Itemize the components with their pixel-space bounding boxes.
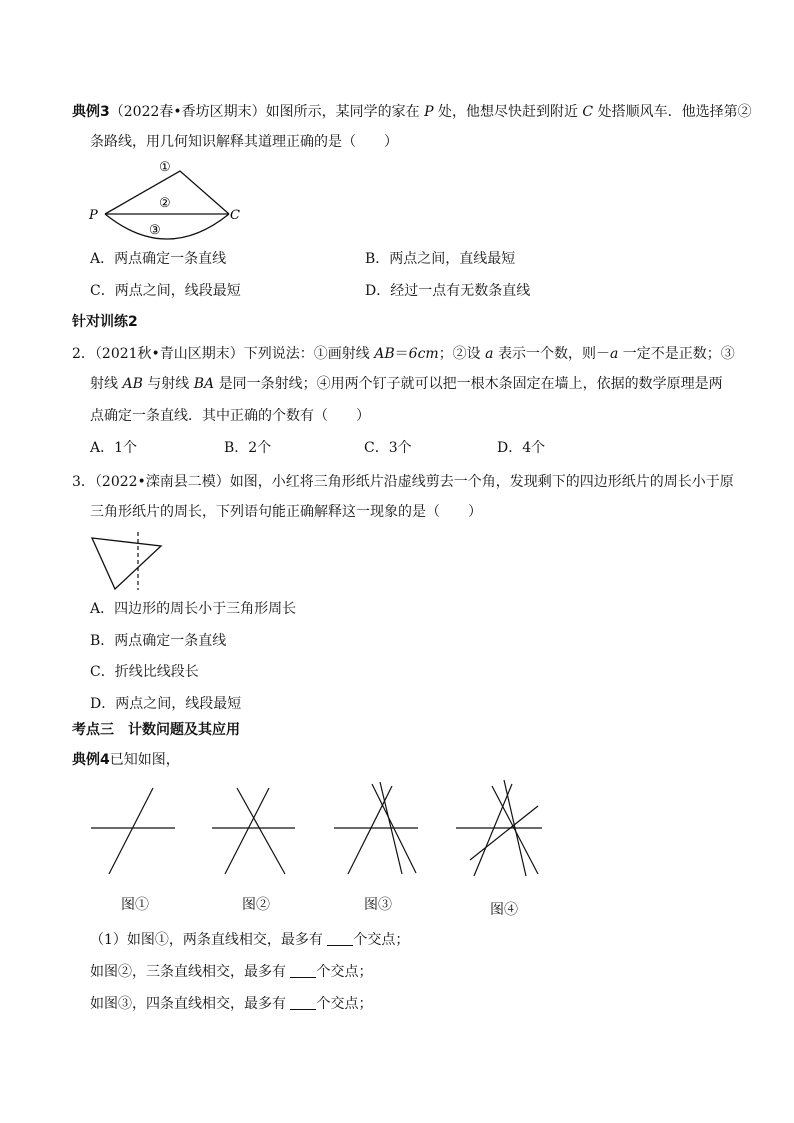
q3-option-c: C．折线比线段长 bbox=[90, 664, 199, 680]
ex3-line-2: 条路线，用几何知识解释其道理正确的是（ ） bbox=[90, 134, 398, 150]
ex3-option-d: D．经过一点有无数条直线 bbox=[365, 283, 531, 299]
q2-line-1 bbox=[72, 344, 735, 364]
figure-3-caption: 图③ bbox=[364, 897, 392, 913]
q2-text: ；②设 bbox=[438, 346, 486, 362]
route-figure bbox=[85, 152, 255, 244]
q3-option-a: A．四边形的周长小于三角形周长 bbox=[90, 601, 297, 617]
route-2-label: ② bbox=[159, 196, 171, 211]
route-1-label: ① bbox=[159, 160, 171, 175]
q2-text: ＝ bbox=[394, 346, 409, 362]
ex4-text: 已知如图， bbox=[109, 752, 180, 768]
q2-option-a: A．1个 bbox=[90, 440, 138, 456]
ex3-option-a: A．两点确定一条直线 bbox=[90, 251, 227, 267]
var-length: 6cm bbox=[408, 346, 439, 362]
q3-line-2: 三角形纸片的周长，下列语句能正确解释这一现象的是（ ） bbox=[90, 504, 482, 520]
q1-text: 如图②，三条直线相交，最多有 bbox=[90, 964, 291, 980]
q1-text: （1）如图①，两条直线相交，最多有 bbox=[90, 932, 328, 948]
var-a: a bbox=[609, 346, 619, 362]
q3-line-1: 3．（2022•滦南县二模）如图，小红将三角形纸片沿虚线剪去一个角，发现剩下的四边形纸片的周长小于原 bbox=[72, 474, 734, 490]
ex3-source: （2022春•香坊区期末） bbox=[109, 104, 266, 120]
q1-text: 个交点； bbox=[316, 996, 373, 1012]
ex3-option-c: C．两点之间，线段最短 bbox=[90, 283, 241, 299]
q1-line-c bbox=[90, 994, 372, 1014]
training-heading: 针对训练2 bbox=[72, 314, 138, 330]
ex4-line bbox=[72, 750, 180, 770]
ex3-text: 如图所示，某同学的家在 bbox=[265, 104, 425, 120]
point3-heading: 考点三 计数问题及其应用 bbox=[72, 722, 240, 738]
q1-line-a bbox=[90, 930, 409, 950]
q2-text: 射线 bbox=[90, 376, 123, 392]
q3-option-b: B．两点确定一条直线 bbox=[90, 633, 227, 649]
point-c-label: C bbox=[230, 208, 240, 223]
q1-text: 如图③，四条直线相交，最多有 bbox=[90, 996, 291, 1012]
answer-blank-1[interactable] bbox=[327, 931, 353, 946]
q2-option-c: C．3个 bbox=[364, 440, 412, 456]
ex3-text: 处，他想尽快赶到附近 bbox=[433, 104, 583, 120]
figure-2-caption: 图② bbox=[242, 897, 270, 913]
q1-text: 个交点； bbox=[353, 932, 410, 948]
triangle-shape bbox=[92, 538, 161, 589]
q3-option-d: D．两点之间，线段最短 bbox=[90, 696, 242, 712]
q2-text: 表示一个数，则－ bbox=[493, 346, 610, 362]
ex3-text: 处搭顺风车．他选择第② bbox=[593, 104, 752, 120]
answer-blank-3[interactable] bbox=[290, 995, 316, 1010]
ex4-label: 典例4 bbox=[72, 752, 110, 768]
ex3-option-b: B．两点之间，直线最短 bbox=[365, 251, 516, 267]
q2-text: 一定不是正数；③ bbox=[618, 346, 735, 362]
var-ba: BA bbox=[193, 376, 215, 392]
figure-1-two-lines bbox=[85, 785, 185, 885]
q2-option-d: D．4个 bbox=[497, 440, 546, 456]
q1-text: 个交点； bbox=[316, 964, 373, 980]
q2-text: 与射线 bbox=[142, 376, 194, 392]
q1-line-b bbox=[90, 962, 372, 982]
var-ab: AB bbox=[122, 376, 143, 392]
point-p-label: P bbox=[89, 208, 98, 223]
q2-line-2 bbox=[90, 374, 723, 394]
figure-4-five-lines bbox=[452, 778, 552, 888]
figure-2-three-lines bbox=[207, 785, 307, 885]
route-3-label: ③ bbox=[149, 223, 161, 238]
var-a: a bbox=[485, 346, 494, 362]
q2-text: 是同一条射线；④用两个钉子就可以把一根木条固定在墙上，依据的数学原理是两 bbox=[214, 376, 723, 392]
figure-1-caption: 图① bbox=[121, 897, 149, 913]
figure-3-four-lines bbox=[330, 780, 430, 885]
answer-blank-2[interactable] bbox=[290, 963, 316, 978]
triangle-figure bbox=[85, 530, 170, 592]
q2-line-3: 点确定一条直线．其中正确的个数有（ ） bbox=[90, 408, 370, 424]
var-ab: AB bbox=[374, 346, 395, 362]
ex3-line-1 bbox=[72, 102, 752, 122]
ex3-label: 典例3 bbox=[72, 104, 110, 120]
q2-option-b: B．2个 bbox=[224, 440, 272, 456]
route-3-path bbox=[105, 214, 229, 239]
q2-text: 2．（2021秋•青山区期末）下列说法：①画射线 bbox=[72, 346, 375, 362]
var-c: C bbox=[582, 104, 594, 120]
figure-4-caption: 图④ bbox=[490, 902, 518, 918]
var-p: P bbox=[424, 104, 434, 120]
